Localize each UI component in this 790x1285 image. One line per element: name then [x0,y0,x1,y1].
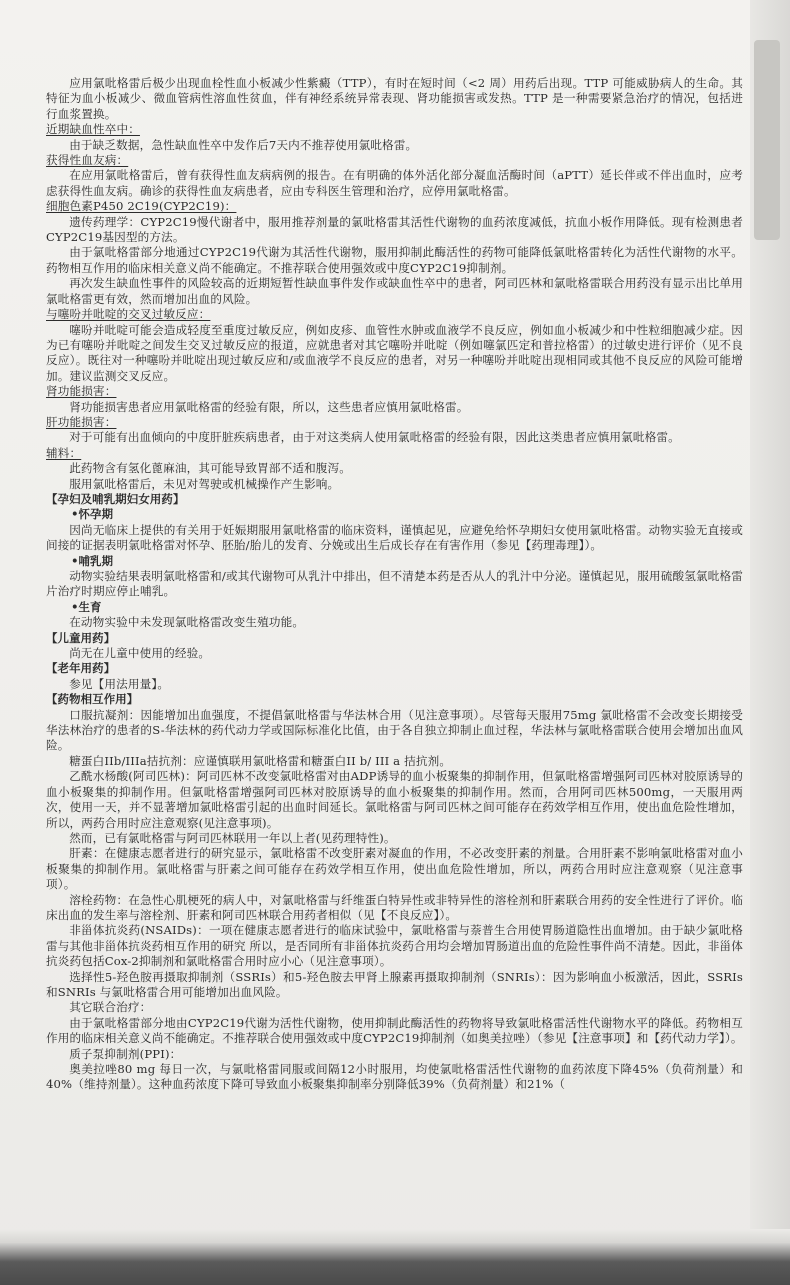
paragraph: 噻吩并吡啶可能会造成轻度至重度过敏反应，例如皮疹、血管性水肿或血液学不良反应，例如血小板减少和中性粒细胞减少症。因为已有噻吩并吡啶之间发生交叉过敏反应的报道，应就患者对其它噻吩并吡啶（例如噻氯匹定和普拉格雷）的过敏史进行评价（见不良反应）。既往对一种噻吩并吡啶出现过敏反应和/或血液学不良反应的患者，对另一种噻吩并吡啶出现相同或其他不良反应的风险可能增加。建议监测交叉反应。 [46,322,743,383]
section-heading-label: 肝功能损害： [46,414,117,429]
section-heading [46,307,743,322]
section-heading-label: 辅料： [46,445,82,460]
section-heading-label: 与噻吩并吡啶的交叉过敏反应： [46,307,211,322]
bold-heading: 【老年用药】 [46,661,116,676]
paragraph: 肝素：在健康志愿者进行的研究显示，氯吡格雷不改变肝素对凝血的作用，不必改变肝素的剂量。合用肝素不影响氯吡格雷对血小板聚集的抑制作用。氯吡格雷与肝素之间可能存在药效学相互作用，使出血危险性增加，所以，两药合用时应注意观察（见注意事项）。 [46,846,743,892]
paragraph: 动物实验结果表明氯吡格雷和/或其代谢物可从乳汁中排出，但不清楚本药是否从人的乳汁中分泌。谨慎起见，服用硫酸氢氯吡格雷片治疗时期应停止哺乳。 [46,569,743,599]
paragraph: 肾功能损害患者应用氯吡格雷的经验有限，所以，这些患者应慎用氯吡格雷。 [69,399,469,414]
bold-subheading: •怀孕期 [71,507,114,522]
paragraph: 在动物实验中未发现氯吡格雷改变生殖功能。 [69,615,305,630]
paragraph: 其它联合治疗： [69,1000,152,1015]
paragraph: 尚无在儿童中使用的经验。 [69,646,211,661]
bold-heading: 【儿童用药】 [46,630,116,645]
paragraph: 由于氯吡格雷部分地通过CYP2C19代谢为其活性代谢物，服用抑制此酶活性的药物可能降低氯吡格雷转化为活性代谢物的水平。药物相互作用的临床相关意义尚不能确定。不推荐联合使用强效或中度CYP2C19抑制剂。 [46,245,743,275]
section-heading [46,446,743,461]
paragraph: 由于氯吡格雷部分地由CYP2C19代谢为活性代谢物，使用抑制此酶活性的药物将导致氯吡格雷活性代谢物水平的降低。药物相互作用的临床相关意义尚不能确定。不推荐联合使用强效或中度CYP2C19抑制剂（如奥美拉唑）（参见【注意事项】和【药代动力学】）。 [46,1015,743,1046]
paragraph: 溶栓药物：在急性心肌梗死的病人中，对氯吡格雷与纤维蛋白特异性或非特异性的溶栓剂和肝素联合用药的安全性进行了评价。临床出血的发生率与溶栓剂、肝素和阿司匹林联合用药者相似（见【不良反应】）。 [46,892,743,922]
paragraph: 由于缺乏数据，急性缺血性卒中发作后7天内不推荐使用氯吡格雷。 [69,137,418,152]
document-body [46,76,743,1093]
section-heading-label: 获得性血友病： [46,153,129,168]
section-heading [46,122,743,137]
paragraph: 对于可能有出血倾向的中度肝脏疾病患者，由于对这类病人使用氯吡格雷的经验有限，因此这类患者应慎用氯吡格雷。 [69,430,680,445]
bold-subheading: •生育 [71,599,102,614]
paragraph: 糖蛋白IIb/IIIa拮抗剂：应谨慎联用氯吡格雷和糖蛋白II b/ III a 拮抗剂。 [69,753,452,768]
section-heading [46,199,743,214]
page-bottom-fade [0,1229,790,1243]
paragraph: 口服抗凝剂：因能增加出血强度，不提倡氯吡格雷与华法林合用（见注意事项）。尽管每天服用75mg 氯吡格雷不会改变长期接受华法林治疗的患者的S-华法林的药代动力学或国际标准化比值，由于各自独立抑制止血过程，华法林与氯吡格雷联合使用会增加出血风险。 [46,707,743,753]
paragraph: 因尚无临床上提供的有关用于妊娠期服用氯吡格雷的临床资料，谨慎起见，应避免给怀孕期妇女使用氯吡格雷。动物实验无直接或间接的证据表明氯吡格雷对怀孕、胚胎/胎儿的发育、分娩或出生后成长存在有害作用（参见【药理毒理】）。 [46,522,743,553]
paragraph: 然而，已有氯吡格雷与阿司匹林联用一年以上者(见药理特性)。 [69,830,396,845]
section-heading [46,415,743,430]
paragraph: 参见【用法用量】。 [69,676,170,691]
paragraph: 遗传药理学：CYP2C19慢代谢者中，服用推荐剂量的氯吡格雷其活性代谢物的血药浓度减低，抗血小板作用降低。现有检测患者CYP2C19基因型的方法。 [46,214,743,245]
section-heading-label: 肾功能损害： [46,384,117,399]
section-heading-label: 细胞色素P450 2C19(CYP2C19)： [46,199,237,214]
bold-subheading: •哺乳期 [71,553,114,568]
paragraph: 奥美拉唑80 mg 每日一次，与氯吡格雷同服或间隔12小时服用，均使氯吡格雷活性代谢物的血药浓度下降45%（负荷剂量）和40%（维持剂量）。这种血药浓度下降可导致血小板聚集抑制率分别降低39%（负荷剂量）和21%（ [46,1062,743,1092]
paragraph: 非甾体抗炎药(NSAIDs)：一项在健康志愿者进行的临床试验中，氯吡格雷与萘普生合用使胃肠道隐性出血增加。由于缺少氯吡格雷与其他非甾体抗炎药相互作用的研究 所以，是否同所有非甾体抗炎药合用均会增加胃肠道出血的危险性事件尚不清楚。因此，非甾体抗炎药包括Cox-2抑制剂和氯吡格雷合用时应小心（见注意事项）。 [46,923,743,969]
scan-shadow-bar [754,40,780,240]
paragraph: 在应用氯吡格雷后，曾有获得性血友病病例的报告。在有明确的体外活化部分凝血活酶时间（aPTT）延长伴或不伴出血时，应考虑获得性血友病。确诊的获得性血友病患者，应由专科医生管理和治疗，应停用氯吡格雷。 [46,168,743,198]
paragraph: 质子泵抑制剂(PPI)： [69,1046,182,1061]
section-heading [46,384,743,399]
paragraph: 应用氯吡格雷后极少出现血栓性血小板减少性紫癜（TTP），有时在短时间（<2 周）用药后出现。TTP 可能威胁病人的生命。其特征为血小板减少、微血管病性溶血性贫血，伴有神经系统异常表现、肾功能损害或发热。TTP 是一种需要紧急治疗的情况，包括进行血浆置换。 [46,76,743,121]
page-bottom-shadow [0,1243,790,1285]
bold-heading: 【药物相互作用】 [46,692,139,707]
section-heading [46,153,743,168]
paragraph: 此药物含有氢化蓖麻油，其可能导致胃部不适和腹泻。 [69,461,352,476]
bold-heading: 【孕妇及哺乳期妇女用药】 [46,491,185,506]
paragraph: 服用氯吡格雷后，未见对驾驶或机械操作产生影响。 [69,476,340,491]
section-heading-label: 近期缺血性卒中： [46,122,140,137]
paragraph: 再次发生缺血性事件的风险较高的近期短暂性缺血事件发作或缺血性卒中的患者，阿司匹林和氯吡格雷联合用药没有显示出比单用氯吡格雷更有效，然而增加出血的风险。 [46,276,743,306]
paragraph: 选择性5-羟色胺再摄取抑制剂（SSRIs）和5-羟色胺去甲肾上腺素再摄取抑制剂（SNRIs）：因为影响血小板激活，因此，SSRIs 和SNRIs 与氯吡格雷合用可能增加出血风险。 [46,969,743,999]
paragraph: 乙酰水杨酸(阿司匹林)：阿司匹林不改变氯吡格雷对由ADP诱导的血小板聚集的抑制作用，但氯吡格雷增强阿司匹林对胶原诱导的血小板聚集的抑制作用。但氯吡格雷增强阿司匹林对胶原诱导的血小板聚集的抑制作用。然而，合用阿司匹林500mg，一天服用两次，使用一天，并不显著增加氯吡格雷引起的出血时间延长。氯吡格雷与阿司匹林之间可能存在药效学相互作用，使出血危险性增加，所以，两药合用时应注意观察(见注意事项)。 [46,769,743,830]
